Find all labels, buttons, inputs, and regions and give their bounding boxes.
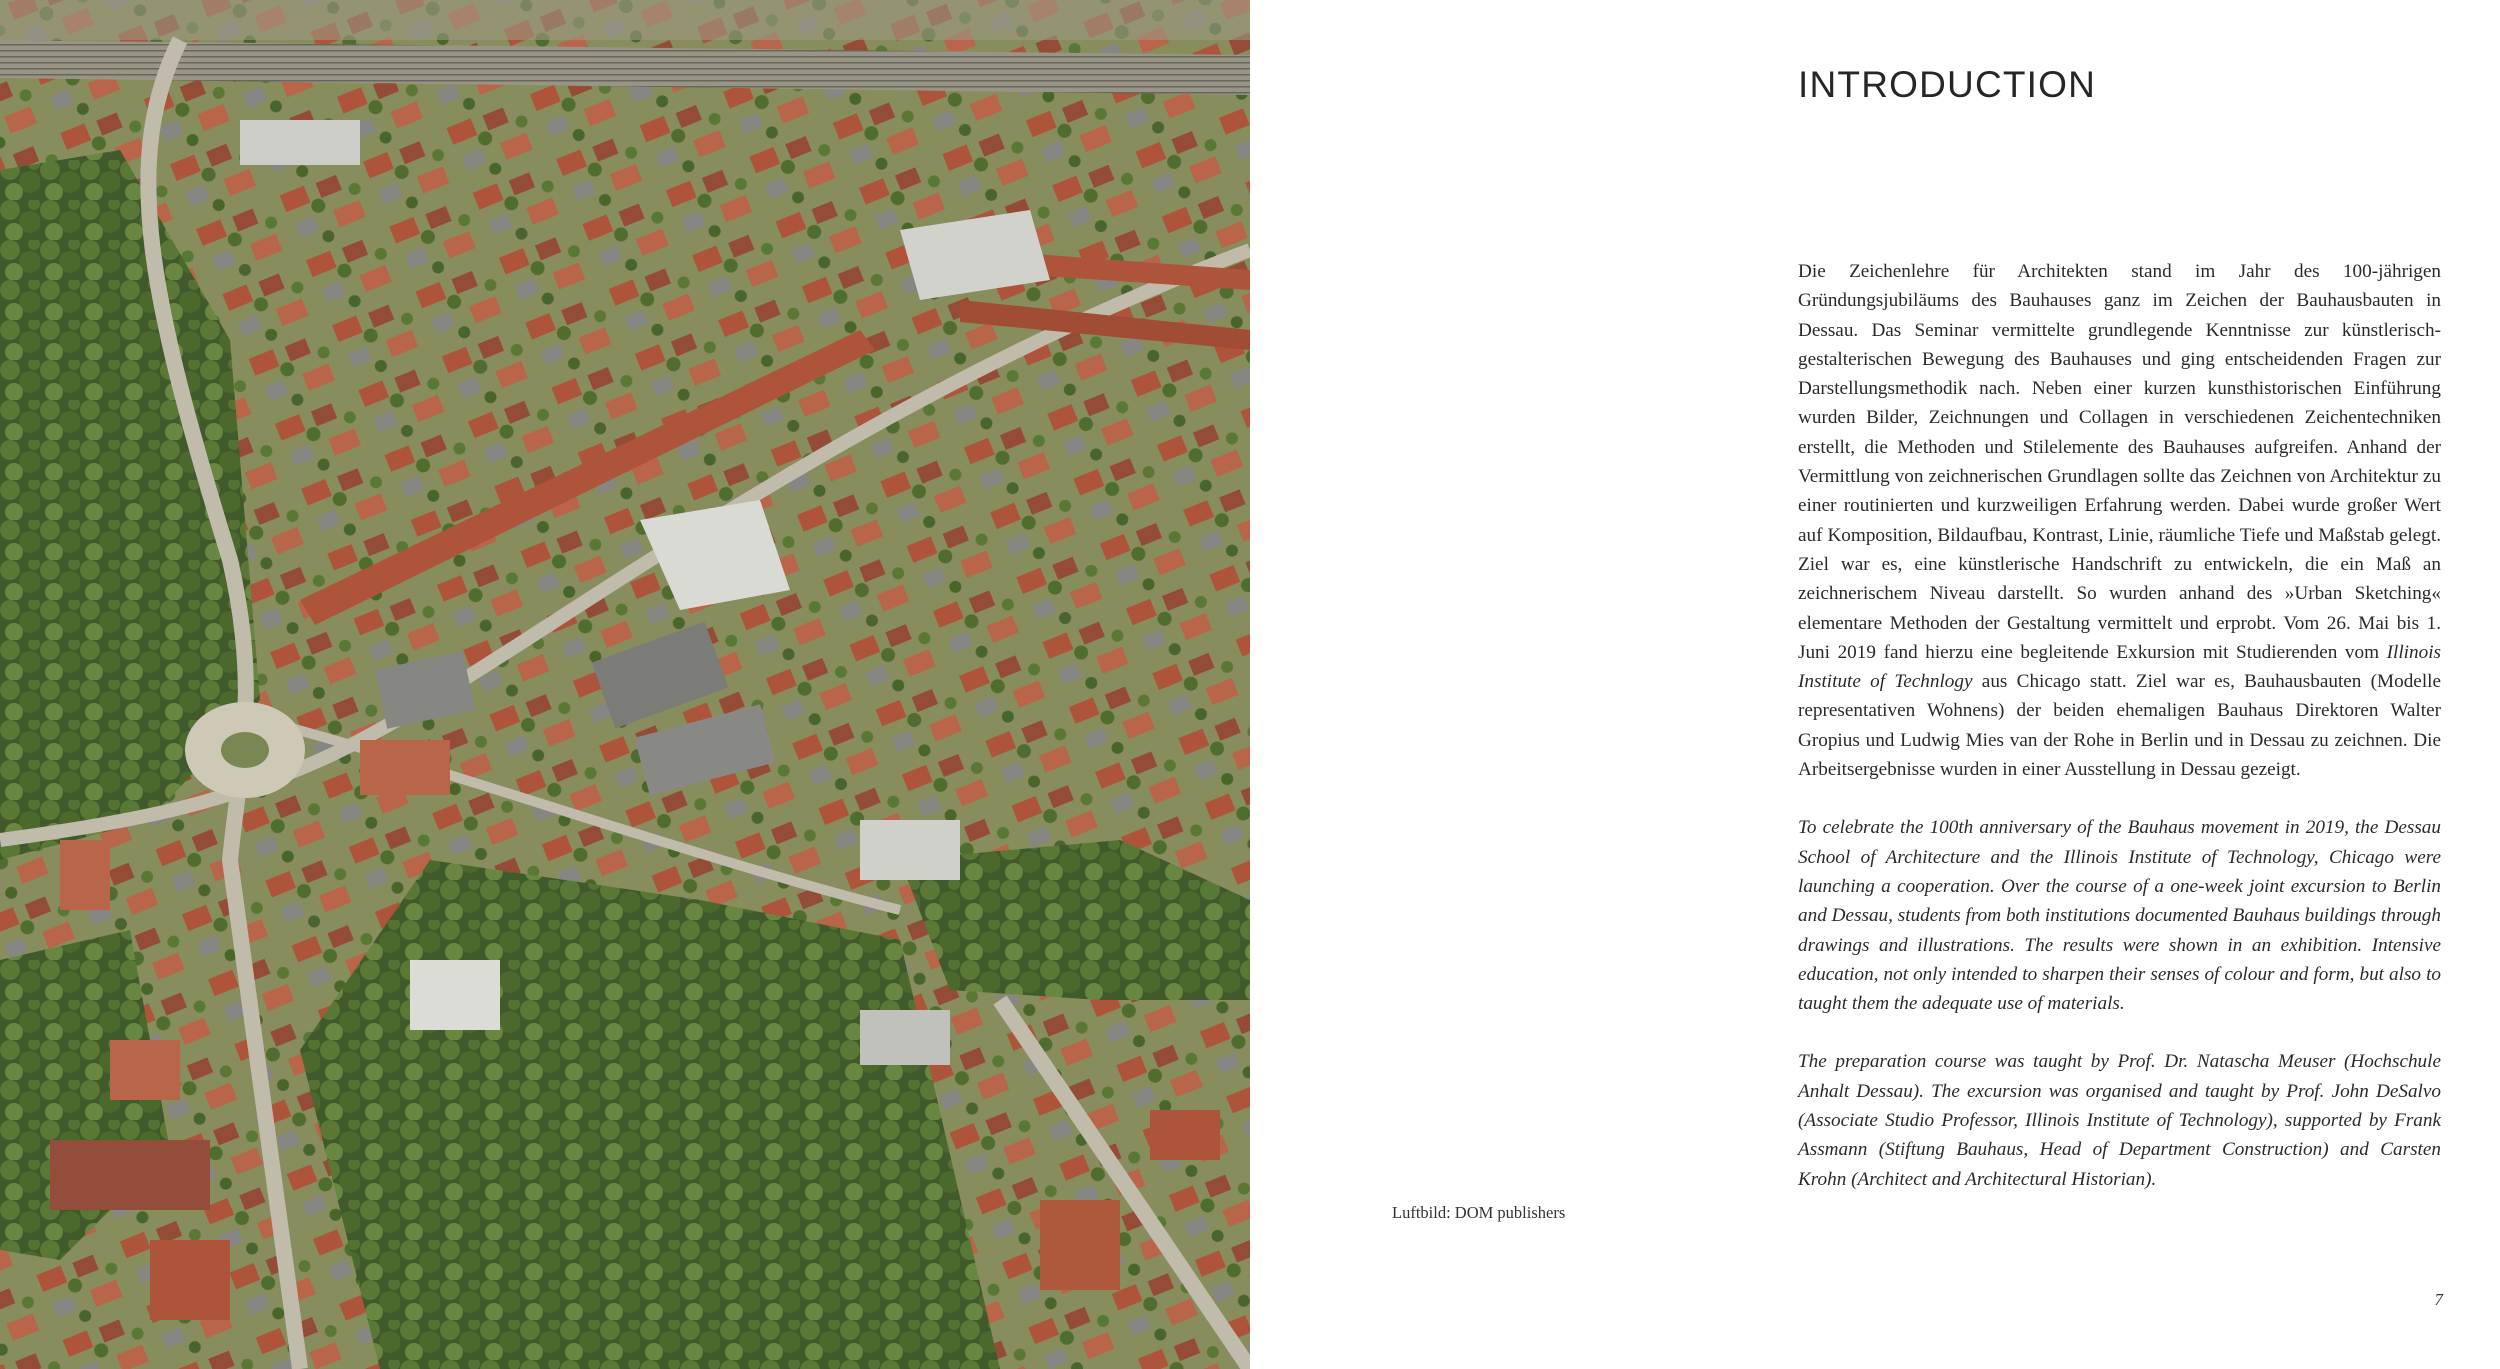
german-text-part1: Die Zeichenlehre für Architekten stand im Jahr des 100-jährigen Gründungsjubiläums des Bauhauses ganz im Zeichen der Bauhausbauten in Dessau. Das Seminar vermittelte grundlegende Kenntnisse zur künstlerisch-gestalterischen Bewegung des Bauhauses und ging entscheidenden Fragen zur Darstellungsmethodik nach. Neben einer kurzen kunsthistorischen Einführung wurden Bilder, Zeichnungen und Collagen in verschiedenen Zeichentechniken erstellt, die Methoden und Stilelemente des Bauhauses aufgreifen. Anhand der Vermittlung von zeichnerischen Grundlagen sollte das Zeichnen von Architektur zu einer routinierten und kurzweiligen Erfahrung werden. Dabei wurde großer Wert auf Komposition, Bildaufbau, Kontrast, Linie, räumliche Tiefe und Maßstab gelegt. Ziel war es, eine künstlerische Handschrift zu entwickeln, die ein Maß an zeichnerischem Niveau darstellt. So wurden anhand des »Urban Sketching« elementare Methoden der Gestaltung vermittelt und erprobt. Vom 26. Mai bis 1. Juni 2019 fand hierzu eine begleitende Exkursion mit Studierenden vom — [1798, 261, 2441, 663]
photo-caption: Luftbild: DOM publishers — [1392, 1203, 1566, 1222]
german-paragraph — [1798, 257, 2441, 784]
page-title: INTRODUCTION — [1798, 64, 2097, 105]
english-paragraph-2: The preparation course was taught by Prof. Dr. Natascha Meuser (Hochschule Anhalt Dessau). The excursion was organised and taught by Prof. John DeSalvo (Associate Studio Professor, Illinois Institute of Technology), supported by Frank Assmann (Stiftung Bauhaus, Head of Department Construction) and Carsten Krohn (Architect and Architectural Historian). — [1798, 1051, 2441, 1190]
text-column — [1798, 257, 2441, 1223]
german-text-part2: aus Chicago statt. Ziel war es, Bauhausbauten (Modelle representativen Wohnens) der beiden ehemaligen Bauhaus Direktoren Walter Gropius und Ludwig Mies van der Rohe in Berlin und in Dessau zu zeichnen. Die Arbeitsergebnisse wurden in einer Ausstellung in Dessau gezeigt. — [1798, 671, 2441, 781]
english-paragraph-1: To celebrate the 100th anniversary of the Bauhaus movement in 2019, the Dessau School of Architecture and the Illinois Institute of Technology, Chicago were launching a cooperation. Over the course of a one-week joint excursion to Berlin and Dessau, students from both institutions documented Bauhaus buildings through drawings and illustrations. The results were shown in an exhibition. Intensive education, not only intended to sharpen their senses of colour and form, but also to taught them the adequate use of materials. — [1798, 817, 2441, 1015]
page-number: 7 — [2434, 1290, 2443, 1309]
institute-name: Illinois Institute of Technlogy — [1798, 641, 2441, 693]
